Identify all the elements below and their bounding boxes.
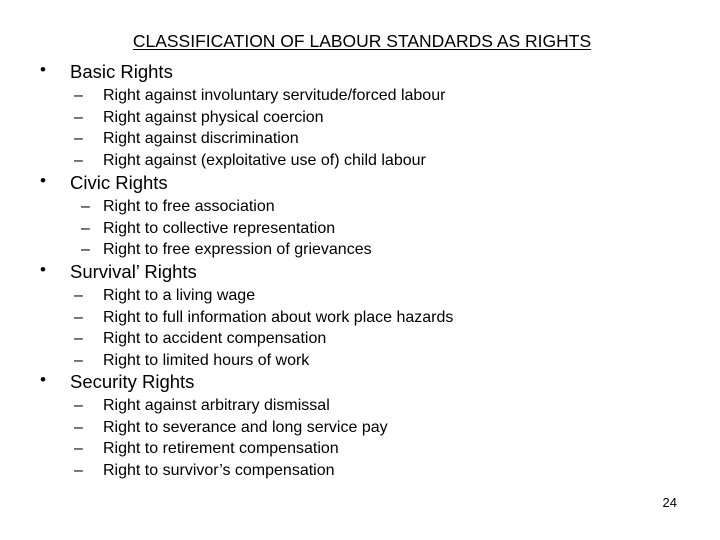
- section-civic-rights: [0, 171, 720, 259]
- list-item-text: Right against discrimination: [103, 130, 299, 148]
- section-heading-text: Survival’ Rights: [70, 261, 197, 282]
- list-item-text: Right to free expression of grievances: [103, 241, 372, 259]
- dash-icon: –: [81, 241, 90, 259]
- dash-icon: –: [74, 108, 83, 126]
- list-item-text: Right to accident compensation: [103, 330, 327, 348]
- dash-icon: –: [74, 330, 83, 348]
- list-item-text: Right to collective representation: [103, 219, 336, 237]
- dash-icon: –: [74, 287, 83, 304]
- dash-icon: –: [74, 397, 83, 414]
- section-heading: [0, 370, 720, 394]
- list-item-text: Right against physical coercion: [103, 108, 324, 126]
- bullet-icon: •: [40, 260, 46, 279]
- bullet-icon: •: [40, 370, 46, 389]
- list-item-text: Right to full information about work place hazards: [103, 308, 454, 326]
- section-basic-rights: [0, 60, 720, 169]
- bullet-icon: •: [40, 60, 46, 79]
- dash-icon: –: [74, 418, 83, 436]
- section-heading: [0, 260, 720, 284]
- page-number: 24: [662, 495, 677, 510]
- list-item-text: Right to retirement compensation: [103, 440, 339, 458]
- dash-icon: –: [74, 461, 83, 479]
- list-item-text: Right to survivor’s compensation: [103, 461, 335, 479]
- list-item-text: Right against (exploitative use of) child labour: [103, 151, 426, 169]
- list-item-text: Right to a living wage: [103, 287, 256, 304]
- slide-title: CLASSIFICATION OF LABOUR STANDARDS AS RIGHTS: [132, 31, 592, 51]
- list-item-text: Right to severance and long service pay: [103, 418, 388, 436]
- dash-icon: –: [81, 198, 90, 215]
- section-heading: [0, 171, 720, 195]
- list-item-text: Right to limited hours of work: [103, 351, 310, 369]
- list-item-text: Right against arbitrary dismissal: [103, 397, 330, 414]
- section-heading: [0, 60, 720, 84]
- bullet-icon: •: [40, 171, 46, 190]
- dash-icon: –: [74, 440, 83, 458]
- section-security-rights: [0, 370, 720, 479]
- section-heading-text: Security Rights: [70, 371, 195, 392]
- list-item-text: Right to free association: [103, 198, 275, 215]
- dash-icon: –: [74, 151, 83, 169]
- section-heading-text: Civic Rights: [70, 172, 168, 193]
- dash-icon: –: [74, 351, 83, 369]
- list-item-text: Right against involuntary servitude/forced labour: [103, 87, 446, 104]
- section-survival-rights: [0, 260, 720, 369]
- section-heading-text: Basic Rights: [70, 61, 173, 82]
- dash-icon: –: [74, 308, 83, 326]
- dash-icon: –: [74, 87, 83, 104]
- dash-icon: –: [81, 219, 90, 237]
- dash-icon: –: [74, 130, 83, 148]
